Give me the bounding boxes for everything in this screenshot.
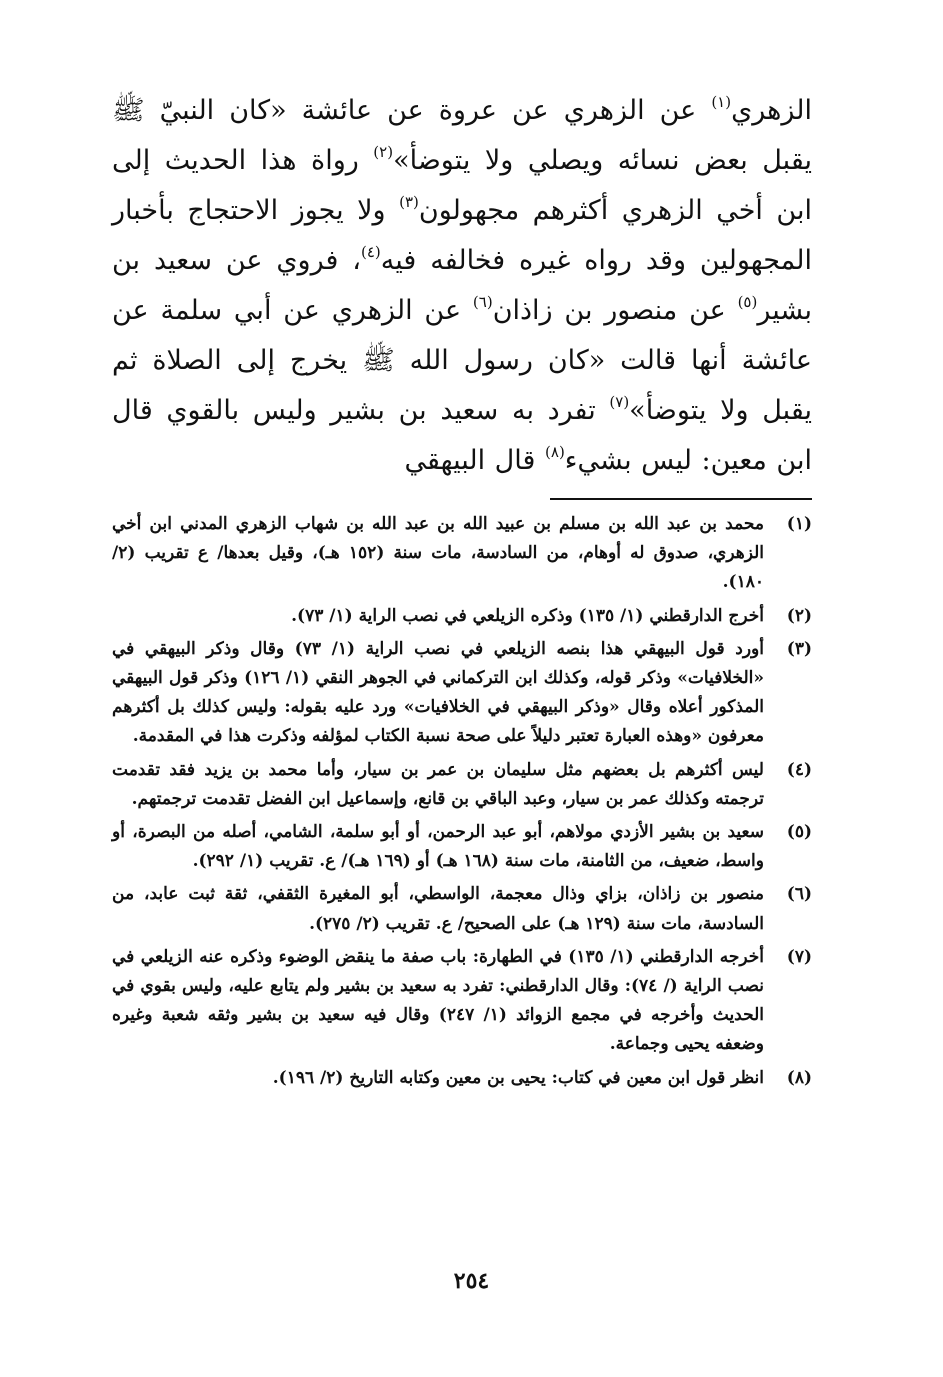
page-number: ٢٥٤	[453, 1268, 490, 1294]
footnote-ref[interactable]: (٨)	[545, 443, 565, 461]
footnote-ref[interactable]: (١)	[711, 93, 732, 111]
footnote-text: أورد قول البيهقي هذا بنصه الزيلعي في نصب الراية (١/ ٧٣) وقال وذكر البيهقي في «الخلافيات» وذكر قوله، وكذلك ابن التركماني في الجوهر النقي (١/ ١٢٦) وذكر قول البيهقي المذكور أعلاه وقال «وذكر البيهقي في الخلافيات» ورد عليه بقوله: وليس كذلك بل أكثرهم معرفون «وهذه العبارة تعتبر دليلاً على صحة نسبة الكتاب لمؤلفه وذكرت هذا في المقدمة.	[112, 638, 764, 747]
footnote-text: منصور بن زاذان، بزاي وذال معجمة، الواسطي، أبو المغيرة الثقفي، ثقة ثبت عابد، من السادسة، مات سنة (١٢٩ هـ) على الصحيح/ ع. تقريب (٢/ ٢٧٥).	[112, 884, 764, 934]
footnote-ref[interactable]: (٣)	[399, 193, 419, 211]
footnote-number: (٥)	[786, 822, 812, 843]
footnote-text: أخرج الدارقطني (١/ ١٣٥) وذكره الزيلعي في نصب الراية (١/ ٧٣).	[291, 605, 764, 626]
footnote	[112, 635, 812, 752]
text-segment: رواة هذا الحديث إلى ابن أخي الزهري أكثرهم مجهولون	[112, 145, 812, 226]
text-segment: عن الزهري عن أبي سلمة عن عائشة أنها قالت «كان رسول الله ﷺ يخرج إلى الصلاة ثم يقبل ولا يتوضأ»	[112, 295, 812, 426]
footnote-text: سعيد بن بشير الأزدي مولاهم، أبو عبد الرحمن، أو أبو سلمة، الشامي، أصله من البصرة، أو واسط، ضعيف، من الثامنة، مات سنة (١٦٨ هـ) أو (١٦٩ هـ)/ ع. تقريب (١/ ٢٩٢).	[112, 822, 764, 872]
text-segment: قال البيهقي	[404, 445, 546, 476]
text-segment: ، فروي عن سعيد بن بشير	[112, 245, 812, 326]
footnote	[112, 602, 812, 631]
footnote	[112, 880, 812, 938]
footnotes-list	[112, 510, 812, 1093]
footnote-number: (٦)	[786, 884, 812, 905]
footnote	[112, 818, 812, 876]
main-text	[112, 86, 812, 486]
footnote-ref[interactable]: (٤)	[361, 243, 381, 261]
text-segment: تفرد به سعيد بن بشير وليس بالقوي قال ابن معين: ليس بشيء	[112, 395, 812, 476]
text-segment: ولا يجوز الاحتجاج بأخبار المجهولين وقد رواه غيره فخالفه فيه	[112, 195, 812, 276]
footnote-ref[interactable]: (٧)	[609, 393, 630, 411]
footnote-ref[interactable]: (٢)	[373, 143, 394, 161]
footnote-number: (١)	[786, 514, 812, 534]
footnote-text: محمد بن عبد الله بن مسلم بن عبيد الله بن عبد الله بن شهاب الزهري المدني ابن أخي الزهري، صدوق له أوهام، من السادسة، مات سنة (١٥٢ هـ)، وقيل بعدها/ ع تقريب (٢/ ١٨٠).	[112, 514, 764, 593]
footnote-ref[interactable]: (٦)	[472, 293, 493, 311]
text-segment: عن منصور بن زاذان	[492, 295, 738, 326]
text-segment: عن الزهري عن عروة عن عائشة «كان النبيّ ﷺ يقبل بعض نسائه ويصلي ولا يتوضأ»	[112, 95, 812, 176]
footnote	[112, 510, 812, 598]
footnote	[112, 943, 812, 1060]
footnote-number: (٤)	[786, 759, 812, 780]
footnote-number: (٢)	[786, 605, 812, 626]
footnote-divider	[550, 498, 812, 500]
footnote-text: أخرجه الدارقطني (١/ ١٣٥) في الطهارة: باب صفة ما ينقض الوضوء وذكره عنه الزيلعي في نصب الراية (/ ٧٤): وقال الدارقطني: تفرد به سعيد بن بشير ولم يتابع عليه، وليس بقوي في الحديث وأخرجه في مجمع الزوائد (١/ ٢٤٧) وقال فيه سعيد بن بشير وثقه شعبة وغيره وضعفه يحيى وجماعة.	[112, 946, 765, 1055]
book-page	[112, 86, 812, 1097]
text-segment: الزهري	[731, 95, 812, 126]
footnote-number: (٨)	[786, 1067, 812, 1088]
footnote-number: (٣)	[786, 638, 812, 659]
footnote	[112, 756, 812, 814]
footnote-text: انظر قول ابن معين في كتاب: يحيى بن معين وكتابه التاريخ (٢/ ١٩٦).	[272, 1067, 764, 1088]
footnote	[112, 1064, 812, 1093]
footnote-ref[interactable]: (٥)	[737, 293, 758, 311]
footnote-text: ليس أكثرهم بل بعضهم مثل سليمان بن عمر بن سيار، وأما محمد بن يزيد فقد تقدمت ترجمته وكذلك عمر بن سيار، وعبد الباقي بن قانع، وإسماعيل ابن الفضل تقدمت ترجمتهم.	[112, 759, 764, 809]
footnote-number: (٧)	[786, 946, 812, 967]
